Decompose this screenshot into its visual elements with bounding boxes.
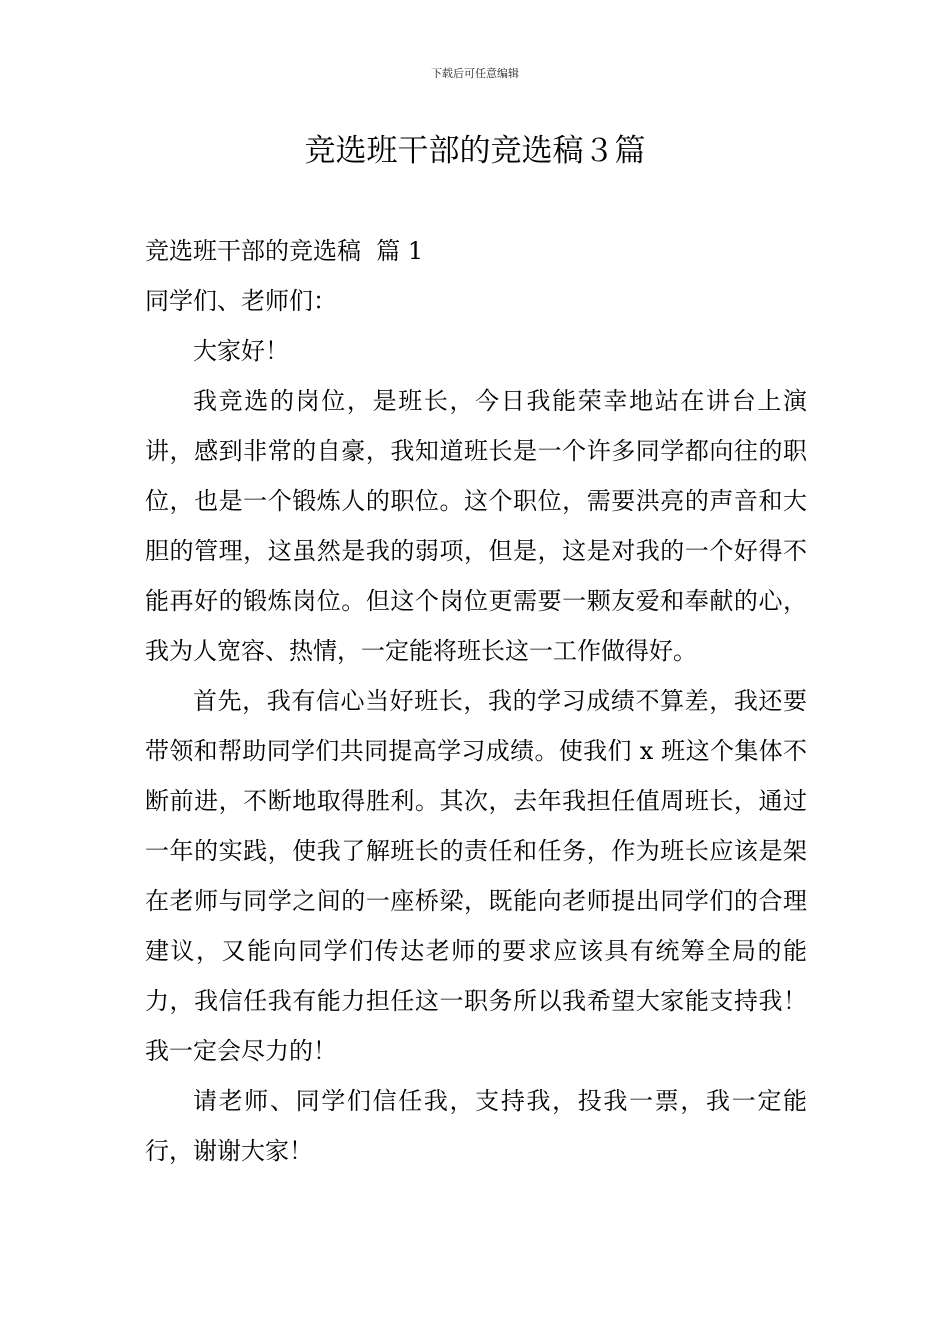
document-body (145, 226, 807, 1176)
salutation: 同学们、老师们： (145, 287, 337, 315)
paragraph-reasons: 首先，我有信心当好班长，我的学习成绩不算差，我还要带领和帮助同学们共同提高学习成绩。使我们 x 班这个集体不断前进，不断地取得胜利。其次，去年我担任值周班长，通过一年的实践，使我了解班长的责任和任务，作为班长应该是架在老师与同学之间的一座桥梁，既能向老师提出同学们的合理建议，又能向同学们传达老师的要求应该具有统筹全局的能力，我信任我有能力担任这一职务所以我希望大家能支持我！我一定会尽力的！ (145, 687, 807, 1065)
section-heading: 竞选班干部的竞选稿 篇 1 (145, 237, 424, 265)
paragraph-intro: 我竞选的岗位，是班长，今日我能荣幸地站在讲台上演讲，感到非常的自豪，我知道班长是一个许多同学都向往的职位，也是一个锻炼人的职位。这个职位，需要洪亮的声音和大胆的管理，这虽然是我的弱项，但是，这是对我的一个好得不能再好的锻炼岗位。但这个岗位更需要一颗友爱和奉献的心，我为人宽容、热情，一定能将班长这一工作做得好。 (145, 387, 807, 665)
paragraph-closing: 请老师、同学们信任我，支持我，投我一票，我一定能行，谢谢大家！ (145, 1087, 807, 1165)
header-note: 下载后可任意编辑 (431, 67, 519, 80)
document-title: 竞选班干部的竞选稿３篇 (304, 133, 646, 169)
paragraph-greeting: 大家好！ (193, 337, 289, 365)
